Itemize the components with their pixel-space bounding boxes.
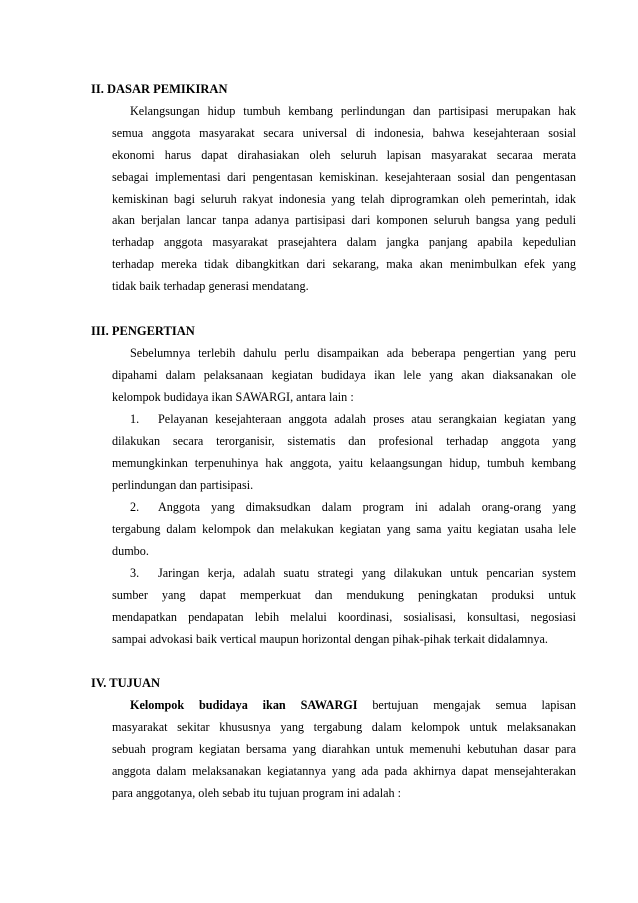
list-item-text: Pelayanan kesejahteraan anggota adalah proses atau serangkaian kegiatan yang — [158, 412, 576, 426]
bold-word: ikan — [262, 698, 286, 712]
paragraph-line: kelompok budidaya ikan SAWARGI, antara lain : — [112, 390, 354, 404]
paragraph-line: Kelangsungan hidup tumbuh kembang perlindungan dan partisipasi merupakan hak — [130, 104, 576, 118]
paragraph-line: tergabung dalam kelompok dan melakukan kegiatan yang sama yaitu kegiatan usaha lele — [112, 522, 576, 536]
paragraph-first-line — [130, 698, 576, 712]
paragraph-line: sebagai implementasi dari pengentasan kemiskinan. kesejahteraan sosial dan pengentasan — [112, 170, 576, 184]
bold-word: SAWARGI — [300, 698, 358, 712]
word: lapisan — [541, 698, 576, 712]
paragraph-line: terhadap mereka tidak dibangkitkan dari sekarang, maka akan menimbulkan efek yang — [112, 257, 576, 271]
section-heading-tujuan: IV. TUJUAN — [91, 676, 161, 690]
paragraph-line: memungkinkan terpenuhinya hak anggota, yaitu kelaangsungan hidup, tumbuh kembang — [112, 456, 576, 470]
paragraph-line: semua anggota masyarakat secara universal di indonesia, bahwa kesejahteraan sosial — [112, 126, 576, 140]
paragraph-line: ekonomi harus dapat dirahasiakan oleh seluruh lapisan masyarakat secaraa merata — [112, 148, 576, 162]
section-heading-dasar-pemikiran: II. DASAR PEMIKIRAN — [91, 82, 228, 96]
paragraph-line: para anggotanya, oleh sebab itu tujuan program ini adalah : — [112, 786, 402, 800]
paragraph-line: tidak baik terhadap generasi mendatang. — [112, 279, 309, 293]
paragraph-line: dipahami dalam pelaksanaan kegiatan budidaya ikan lele yang akan diaksanakan ole — [112, 368, 576, 382]
list-item-first-line — [130, 566, 576, 580]
list-item-first-line — [130, 500, 576, 514]
paragraph-line: sampai advokasi baik vertical maupun horizontal dengan pihak-pihak terkait didalamnya. — [112, 632, 548, 646]
list-item-number: 3. — [130, 566, 140, 580]
paragraph-line: kemiskinan bagi seluruh rakyat indonesia yang telah diprogramkan oleh pemerintah, idak — [112, 192, 576, 206]
paragraph-line: anggota dalam melaksanakan kegiatannya yang ada pada akhirnya dapat mensejahterakan — [112, 764, 576, 778]
bold-word: budidaya — [199, 698, 248, 712]
paragraph-line: akan berjalan lancar tanpa adanya partisipasi dari komponen seluruh bangsa yang peduli — [112, 213, 576, 227]
paragraph-line: mendapatkan pendapatan lebih melalui koordinasi, sosialisasi, konsultasi, negosiasi — [112, 610, 576, 624]
bold-word: Kelompok — [130, 698, 185, 712]
list-item-number: 2. — [130, 500, 140, 514]
paragraph-line: terhadap anggota masyarakat prasejahtera dalam jangka panjang apabila kepedulian — [112, 235, 576, 249]
list-item-text: Anggota yang dimaksudkan dalam program ini adalah orang-orang yang — [158, 500, 576, 514]
list-item-first-line — [130, 412, 576, 426]
paragraph-line: sumber yang dapat memperkuat dan mendukung peningkatan produksi untuk — [112, 588, 576, 602]
word: mengajak — [433, 698, 481, 712]
word: bertujuan — [372, 698, 419, 712]
paragraph-line: sebuah program kegiatan bersama yang diarahkan untuk memenuhi kebutuhan dasar para — [112, 742, 576, 756]
paragraph-line: dumbo. — [112, 544, 149, 558]
section-heading-pengertian: III. PENGERTIAN — [91, 324, 195, 338]
paragraph-line: Sebelumnya terlebih dahulu perlu disampaikan ada beberapa pengertian yang peru — [130, 346, 576, 360]
paragraph-line: masyarakat sekitar khususnya yang tergabung dalam kelompok untuk melaksanakan — [112, 720, 576, 734]
list-item-text: Jaringan kerja, adalah suatu strategi yang dilakukan untuk pencarian system — [158, 566, 576, 580]
paragraph-line: dilakukan secara terorganisir, sistematis dan profesional terhadap anggota yang — [112, 434, 576, 448]
word: semua — [495, 698, 527, 712]
list-item-number: 1. — [130, 412, 140, 426]
paragraph-line: perlindungan dan partisipasi. — [112, 478, 254, 492]
